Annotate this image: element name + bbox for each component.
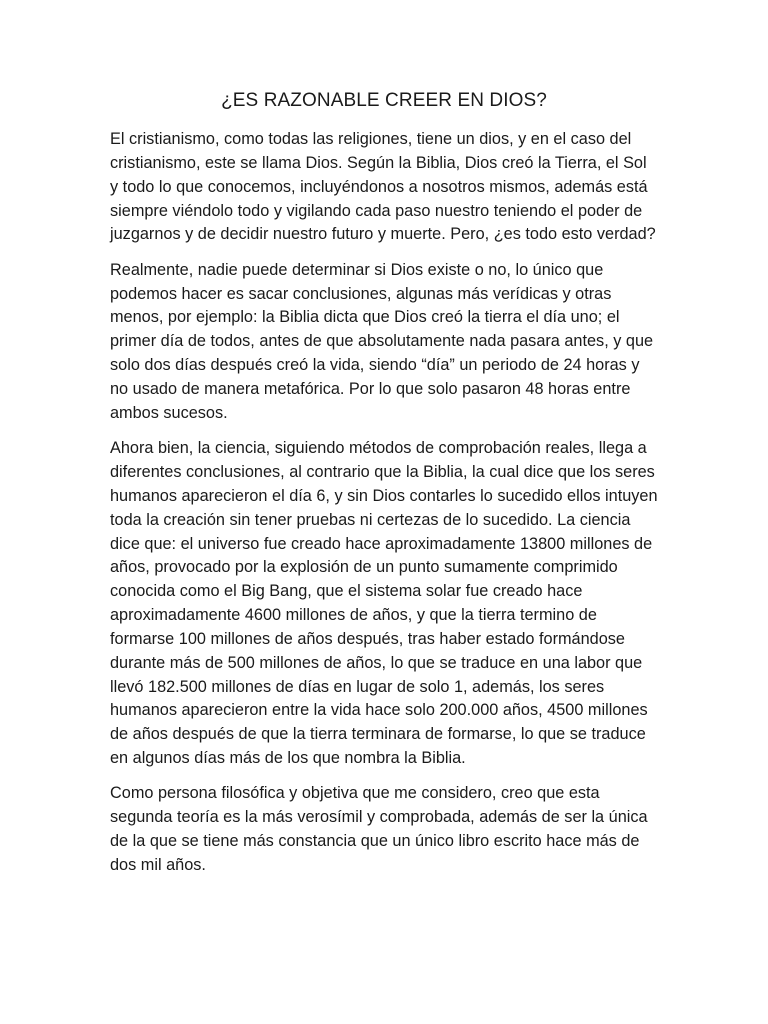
document-body bbox=[110, 128, 658, 889]
paragraph-bible-account: Realmente, nadie puede determinar si Dios existe o no, lo único que podemos hacer es sacar conclusiones, algunas más verídicas y otras menos, por ejemplo: la Biblia dicta que Dios creó la tierra el día uno; el primer día de todos, antes de que absolutamente nada pasara antes, y que solo dos días después creó la vida, siendo “día” un periodo de 24 horas y no usado de manera metafórica. Por lo que solo pasaron 48 horas entre ambos sucesos. bbox=[110, 260, 654, 422]
paragraph-conclusion: Como persona filosófica y objetiva que me considero, creo que esta segunda teoría es la más verosímil y comprobada, además de ser la única de la que se tiene más constancia que un único libro escrito hace más de dos mil años. bbox=[110, 784, 648, 874]
paragraph-intro: El cristianismo, como todas las religiones, tiene un dios, y en el caso del cristianismo, este se llama Dios. Según la Biblia, Dios creó la Tierra, el Sol y todo lo que conocemos, incluyéndonos a nosotros mismos, además está siempre viéndolo todo y vigilando cada paso nuestro teniendo el poder de juzgarnos y de decidir nuestro futuro y muerte. Pero, ¿es todo esto verdad? bbox=[110, 130, 656, 244]
paragraph-science-account: Ahora bien, la ciencia, siguiendo métodos de comprobación reales, llega a diferentes conclusiones, al contrario que la Biblia, la cual dice que los seres humanos aparecieron el día 6, y sin Dios contarles lo sucedido ellos intuyen toda la creación sin tener pruebas ni certezas de lo sucedido. La ciencia dice que: el universo fue creado hace aproximadamente 13800 millones de años, provocado por la explosión de un punto sumamente comprimido conocida como el Big Bang, que el sistema solar fue creado hace aproximadamente 4600 millones de años, y que la tierra termino de formarse 100 millones de años después, tras haber estado formándose durante más de 500 millones de años, lo que se traduce en una labor que llevó 182.500 millones de días en lugar de solo 1, además, los seres humanos aparecieron entre la vida hace solo 200.000 años, 4500 millones de años después de que la tierra terminara de formarse, lo que se traduce en algunos días más de los que nombra la Biblia. bbox=[110, 439, 658, 768]
document-title: ¿ES RAZONABLE CREER EN DIOS? bbox=[221, 90, 547, 111]
